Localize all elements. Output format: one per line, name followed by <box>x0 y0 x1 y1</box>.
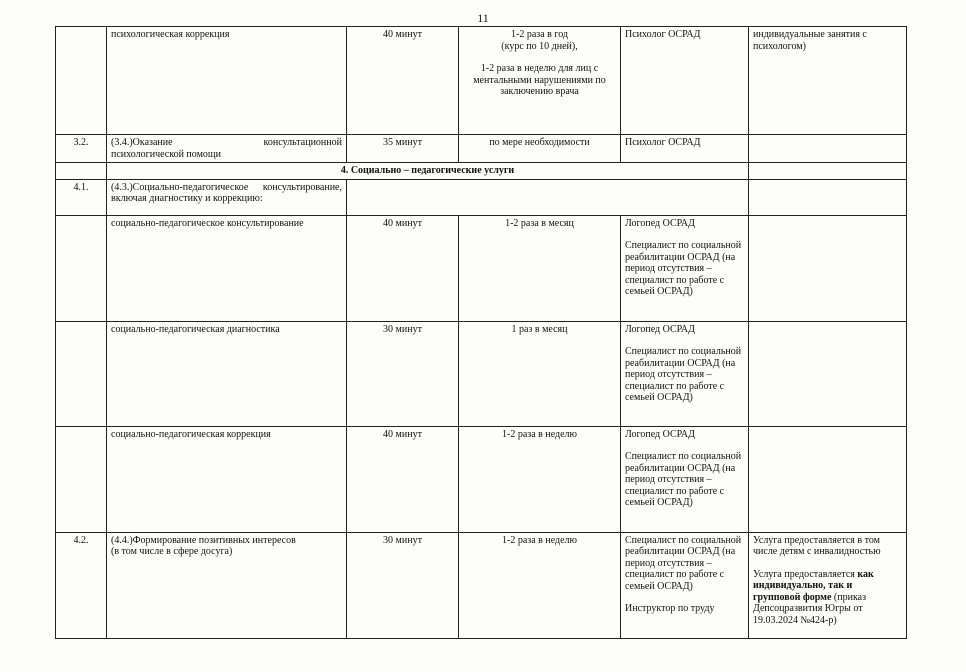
service-name-line: (4.4.)Формирование позитивных интересов <box>111 534 296 546</box>
note-cell <box>749 532 907 638</box>
service-name-line: (в том числе в сфере досуга) <box>111 546 233 557</box>
executor-cell: Психолог ОСРАД <box>621 135 749 163</box>
frequency-line: 1-2 раза в неделю для лиц с ментальными нарушениями по заключению врача <box>473 63 606 97</box>
duration-cell: 30 минут <box>347 321 459 426</box>
section-title: 4. Социально – педагогические услуги <box>107 163 749 180</box>
duration-cell: 40 минут <box>347 215 459 321</box>
service-name-cell: социально-педагогическое консультирование <box>107 215 347 321</box>
note-cell <box>749 215 907 321</box>
table-row <box>56 179 907 215</box>
note-cell: индивидуальные занятия с психологом) <box>749 27 907 135</box>
service-name-cell: психологическая коррекция <box>107 27 347 135</box>
frequency-cell: по мере необходимости <box>459 135 621 163</box>
duration-cell: 40 минут <box>347 426 459 532</box>
frequency-line: (курс по 10 дней), <box>501 40 578 52</box>
executor-line: Специалист по социальной реабилитации ОСРАД (на период отсутствия – специалист по работе с семьей ОСРАД) <box>625 240 742 297</box>
executor-cell <box>621 532 749 638</box>
service-name-line: (3.4.)Оказание консультационной <box>111 137 342 148</box>
note-cell <box>749 321 907 426</box>
num-cell: 4.2. <box>56 532 107 638</box>
executor-cell <box>621 321 749 426</box>
service-name-cell <box>107 135 347 163</box>
table-row <box>56 27 907 135</box>
frequency-cell: 1-2 раза в месяц <box>459 215 621 321</box>
executor-cell <box>621 426 749 532</box>
frequency-cell: 1 раз в месяц <box>459 321 621 426</box>
section-row <box>56 163 907 180</box>
note-bold-text: как индивидуально, так и групповой форме <box>753 568 874 603</box>
frequency-cell: 1-2 раза в неделю <box>459 532 621 638</box>
duration-cell: 35 минут <box>347 135 459 163</box>
duration-cell: 30 минут <box>347 532 459 638</box>
frequency-cell <box>459 27 621 135</box>
note-line: Услуга предоставляется в том числе детям с инвалидностью <box>753 534 881 557</box>
num-cell <box>56 163 107 180</box>
num-cell <box>56 215 107 321</box>
table-row <box>56 321 907 426</box>
services-table <box>55 26 907 639</box>
service-name-cell: социально-педагогическая коррекция <box>107 426 347 532</box>
num-cell <box>56 426 107 532</box>
num-cell: 4.1. <box>56 179 107 215</box>
page-number: 11 <box>477 11 489 25</box>
executor-line: Инструктор по труду <box>625 603 715 614</box>
table-row <box>56 135 907 163</box>
num-cell <box>56 27 107 135</box>
table-row <box>56 426 907 532</box>
executor-line: Специалист по социальной реабилитации ОСРАД (на период отсутствия – специалист по работе с семьей ОСРАД) <box>625 451 742 508</box>
executor-line: Специалист по социальной реабилитации ОСРАД (на период отсутствия – специалист по работе с семьей ОСРАД) <box>625 346 742 403</box>
note-text: (приказ Депсоцразвития Югры от 19.03.2024 №424-р) <box>753 591 867 626</box>
executor-cell: Психолог ОСРАД <box>621 27 749 135</box>
table-row <box>56 215 907 321</box>
service-name-cell <box>107 532 347 638</box>
num-cell <box>56 321 107 426</box>
frequency-line: 1-2 раза в год <box>510 29 569 40</box>
service-name-cell: социально-педагогическая диагностика <box>107 321 347 426</box>
table-row <box>56 532 907 638</box>
executor-line: Логопед ОСРАД <box>625 323 695 335</box>
note-cell <box>749 179 907 215</box>
note-cell <box>749 163 907 180</box>
executor-cell <box>621 215 749 321</box>
note-text: Услуга предоставляется <box>753 568 858 580</box>
service-name-line: психологической помощи <box>111 148 221 160</box>
note-cell <box>749 426 907 532</box>
empty-cell <box>347 179 749 215</box>
note-line <box>753 569 902 627</box>
num-cell: 3.2. <box>56 135 107 163</box>
executor-line: Логопед ОСРАД <box>625 217 695 229</box>
frequency-cell: 1-2 раза в неделю <box>459 426 621 532</box>
duration-cell: 40 минут <box>347 27 459 135</box>
note-cell <box>749 135 907 163</box>
service-name-cell: (4.3.)Социально-педагогическое консультирование, включая диагностику и коррекцию: <box>107 179 347 215</box>
executor-line: Специалист по социальной реабилитации ОСРАД (на период отсутствия – специалист по работе с семьей ОСРАД) <box>625 534 742 592</box>
executor-line: Логопед ОСРАД <box>625 428 695 440</box>
